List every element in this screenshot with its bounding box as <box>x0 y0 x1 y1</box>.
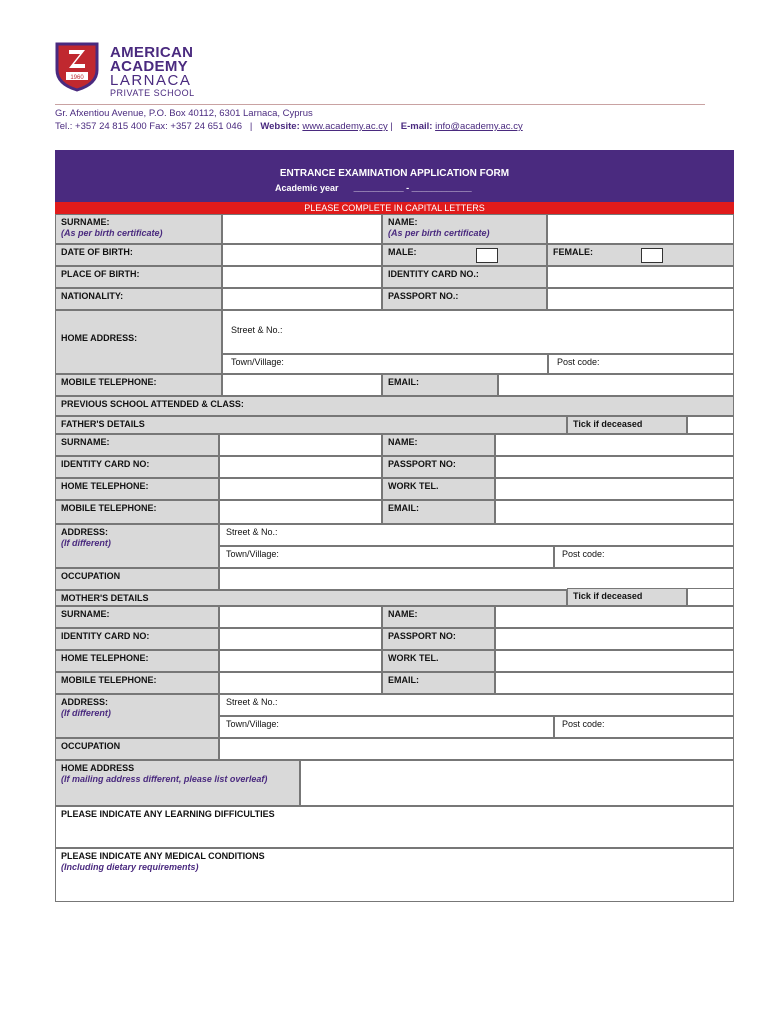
father-email-label: EMAIL: <box>382 500 495 524</box>
mother-surname-label: SURNAME: <box>55 606 219 628</box>
medical-conditions-field[interactable]: PLEASE INDICATE ANY MEDICAL CONDITIONS (Including dietary requirements) <box>55 848 734 902</box>
mother-surname-field[interactable] <box>219 606 382 628</box>
father-heading: FATHER'S DETAILS <box>55 416 567 434</box>
street-field[interactable]: Street & No.: <box>222 310 734 354</box>
mailing-address-label: HOME ADDRESS (If mailing address different, please list overleaf) <box>55 760 300 806</box>
father-passport-field[interactable] <box>495 456 734 478</box>
mother-id-field[interactable] <box>219 628 382 650</box>
id-card-label: IDENTITY CARD NO.: <box>382 266 547 288</box>
father-deceased-checkbox[interactable] <box>687 416 734 434</box>
father-home-tel-field[interactable] <box>219 478 382 500</box>
mother-address-label: ADDRESS: (If different) <box>55 694 219 738</box>
female-checkbox[interactable] <box>641 248 663 263</box>
town-field[interactable]: Town/Village: <box>222 354 548 374</box>
father-name-field[interactable] <box>495 434 734 456</box>
previous-school-label: PREVIOUS SCHOOL ATTENDED & CLASS: <box>55 396 734 416</box>
crest-year: 1960 <box>70 75 84 81</box>
father-surname-label: SURNAME: <box>55 434 219 456</box>
passport-field[interactable] <box>547 288 734 310</box>
dob-label: DATE OF BIRTH: <box>55 244 222 266</box>
mother-name-label: NAME: <box>382 606 495 628</box>
mobile-label: MOBILE TELEPHONE: <box>55 374 222 396</box>
father-id-label: IDENTITY CARD NO: <box>55 456 219 478</box>
father-mobile-field[interactable] <box>219 500 382 524</box>
father-id-field[interactable] <box>219 456 382 478</box>
father-work-tel-field[interactable] <box>495 478 734 500</box>
father-surname-field[interactable] <box>219 434 382 456</box>
mother-deceased-label: Tick if deceased <box>567 588 687 606</box>
header-divider <box>55 104 705 105</box>
instruction-bar: PLEASE COMPLETE IN CAPITAL LETTERS <box>55 202 734 214</box>
father-email-field[interactable] <box>495 500 734 524</box>
academic-year: Academic year __________ - ____________ <box>275 183 472 193</box>
pob-field[interactable] <box>222 266 382 288</box>
mother-postcode-field[interactable]: Post code: <box>554 716 734 738</box>
nationality-field[interactable] <box>222 288 382 310</box>
male-label: MALE: <box>382 244 547 266</box>
pob-label: PLACE OF BIRTH: <box>55 266 222 288</box>
mother-home-tel-field[interactable] <box>219 650 382 672</box>
name-label: NAME: (As per birth certificate) <box>382 214 547 244</box>
mother-occupation-field[interactable] <box>219 738 734 760</box>
school-tagline: PRIVATE SCHOOL <box>110 88 195 98</box>
father-home-tel-label: HOME TELEPHONE: <box>55 478 219 500</box>
mother-name-field[interactable] <box>495 606 734 628</box>
form-title: ENTRANCE EXAMINATION APPLICATION FORM <box>279 168 510 179</box>
form-header <box>55 150 734 202</box>
father-postcode-field[interactable]: Post code: <box>554 546 734 568</box>
father-occupation-label: OCCUPATION <box>55 568 219 590</box>
father-street-field[interactable]: Street & No.: <box>219 524 734 546</box>
mother-mobile-field[interactable] <box>219 672 382 694</box>
contact-line: Tel.: +357 24 815 400 Fax: +357 24 651 046 | Website: www.academy.ac.cy | E-mail: info@academy.ac.cy <box>55 121 523 132</box>
email-field[interactable] <box>498 374 734 396</box>
mother-work-tel-label: WORK TEL. <box>382 650 495 672</box>
id-card-field[interactable] <box>547 266 734 288</box>
mother-passport-label: PASSPORT NO: <box>382 628 495 650</box>
mailing-address-field[interactable] <box>300 760 734 806</box>
mother-deceased-checkbox[interactable] <box>687 588 734 606</box>
school-address: Gr. Afxentiou Avenue, P.O. Box 40112, 6301 Larnaca, Cyprus <box>55 108 313 119</box>
father-occupation-field[interactable] <box>219 568 734 590</box>
father-town-field[interactable]: Town/Village: <box>219 546 554 568</box>
mother-passport-field[interactable] <box>495 628 734 650</box>
website-link[interactable]: www.academy.ac.cy <box>302 121 388 132</box>
email-link[interactable]: info@academy.ac.cy <box>435 121 523 132</box>
mother-heading: MOTHER'S DETAILS <box>55 590 567 606</box>
mother-email-label: EMAIL: <box>382 672 495 694</box>
father-work-tel-label: WORK TEL. <box>382 478 495 500</box>
male-checkbox[interactable] <box>476 248 498 263</box>
email-label: EMAIL: <box>382 374 498 396</box>
father-mobile-label: MOBILE TELEPHONE: <box>55 500 219 524</box>
surname-label: SURNAME: (As per birth certificate) <box>55 214 222 244</box>
mother-mobile-label: MOBILE TELEPHONE: <box>55 672 219 694</box>
home-address-label: HOME ADDRESS: <box>55 310 222 374</box>
female-label: FEMALE: <box>547 244 734 266</box>
postcode-field[interactable]: Post code: <box>548 354 734 374</box>
mother-id-label: IDENTITY CARD NO: <box>55 628 219 650</box>
mobile-field[interactable] <box>222 374 382 396</box>
mother-email-field[interactable] <box>495 672 734 694</box>
father-name-label: NAME: <box>382 434 495 456</box>
father-address-label: ADDRESS: (If different) <box>55 524 219 568</box>
surname-field[interactable] <box>222 214 382 244</box>
passport-label: PASSPORT NO.: <box>382 288 547 310</box>
father-deceased-label: Tick if deceased <box>567 416 687 434</box>
mother-work-tel-field[interactable] <box>495 650 734 672</box>
mother-street-field[interactable]: Street & No.: <box>219 694 734 716</box>
mother-town-field[interactable]: Town/Village: <box>219 716 554 738</box>
mother-home-tel-label: HOME TELEPHONE: <box>55 650 219 672</box>
name-field[interactable] <box>547 214 734 244</box>
mother-occupation-label: OCCUPATION <box>55 738 219 760</box>
school-name: AMERICAN ACADEMY LARNACA <box>110 44 194 89</box>
dob-field[interactable] <box>222 244 382 266</box>
nationality-label: NATIONALITY: <box>55 288 222 310</box>
school-crest-icon <box>52 40 102 92</box>
learning-difficulties-field[interactable]: PLEASE INDICATE ANY LEARNING DIFFICULTIES <box>55 806 734 848</box>
father-passport-label: PASSPORT NO: <box>382 456 495 478</box>
